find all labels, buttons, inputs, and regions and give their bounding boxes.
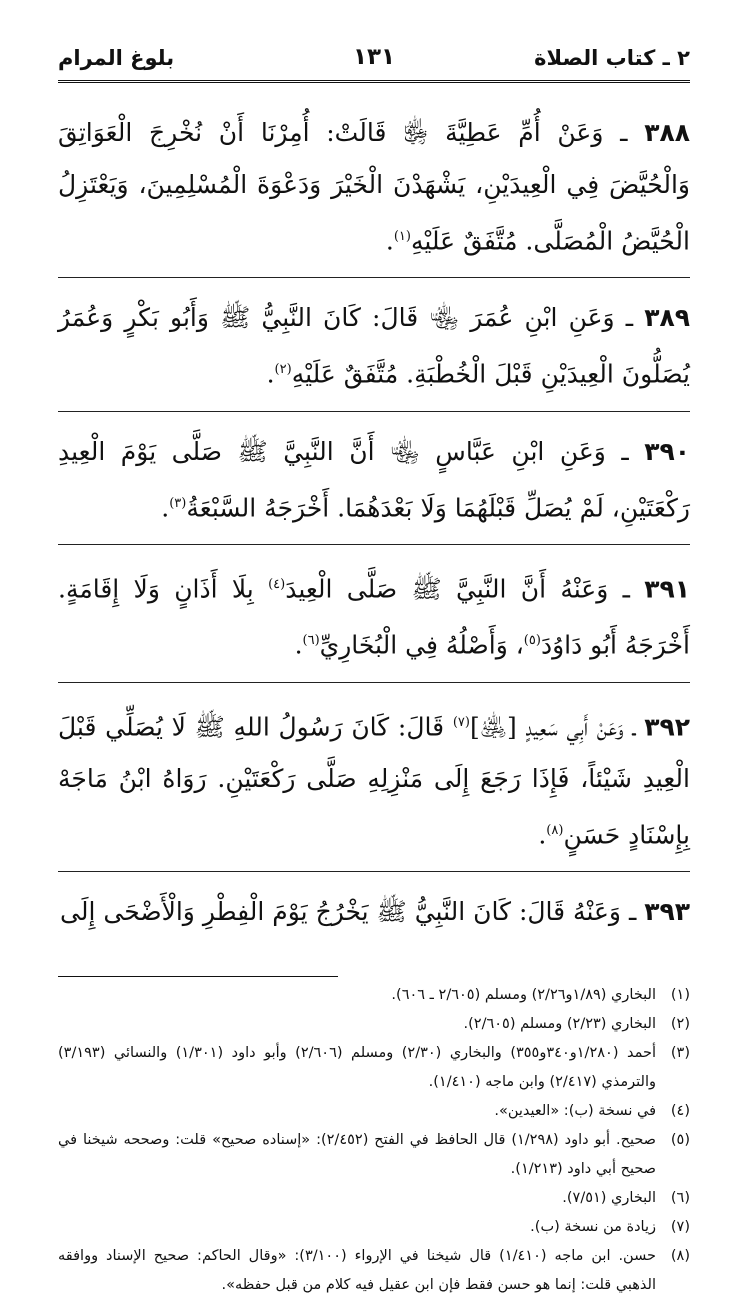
hadith-number: ٣٨٨ [644, 118, 690, 147]
footnote-text: البخاري (١/٨٩و٢/٢٦) ومسلم (٢/٦٠٥ ـ ٦٠٦). [391, 987, 656, 1004]
footnote-text: في نسخة (ب): «العيدين». [494, 1103, 656, 1120]
footnote-number: (٢) [670, 1016, 690, 1033]
hadith-number: ٣٩١ [644, 574, 690, 604]
hadith-text-3: ، وَأَصْلُهُ فِي الْبُخَارِيِّ [319, 630, 524, 660]
footnote-item [58, 981, 690, 1010]
page-number: ١٣١ [352, 44, 396, 70]
page-header [58, 38, 690, 83]
chapter-title: ٢ ـ كتاب الصلاة [534, 46, 690, 70]
hadith-388 [58, 93, 690, 278]
hadith-393 [58, 872, 690, 948]
hadith-text-2: بِلَا أَذَانٍ وَلَا إِقَامَةٍ. أَخْرَجَهُ أَبُو دَاوُدَ [58, 574, 690, 660]
footnote-number: (٣) [670, 1045, 690, 1062]
footnote-item [58, 1184, 690, 1213]
footnote-number: (٦) [670, 1190, 690, 1207]
footnotes [58, 981, 690, 1300]
footnote-ref: (٢) [274, 362, 292, 378]
hadith-text: ـ وَعَنْهُ أَنَّ النَّبِيَّ ﷺ صَلَّى الْعِيدَ [285, 574, 645, 604]
hadith-text: ـ وَعَنِ ابْنِ عُمَرَ ﵄ قَالَ: كَانَ النَّبِيُّ ﷺ وَأَبُو بَكْرٍ وَعُمَرُ يُصَلُّونَ الْعِيدَيْنِ قَبْلَ الْخُطْبَةِ. مُتَّفَقٌ عَلَيْهِ [58, 303, 690, 389]
hadith-number: ٣٨٩ [644, 303, 690, 333]
hadith-text: ـ وَعَنْهُ قَالَ: كَانَ النَّبِيُّ ﷺ يَخْرُجُ يَوْمَ الْفِطْرِ وَالْأَضْحَى إِلَى [60, 897, 645, 927]
hadith-390 [58, 412, 690, 545]
footnote-ref: (٣) [169, 495, 187, 511]
footnote-text: زيادة من نسخة (ب). [530, 1219, 656, 1236]
footnote-divider [58, 976, 338, 977]
hadith-end: . [161, 492, 170, 522]
book-title: بلوغ المرام [58, 46, 175, 70]
footnote-number: (١) [670, 987, 690, 1004]
footnote-text: حسن. ابن ماجه (١/٤١٠) قال شيخنا في الإرواء (٣/١٠٠): «وقال الحاكم: صحيح الإسناد ووافقه الذهبي قلت: إنما هو حسن فقط فإن ابن عقيل فيه كلام من قبل حفظه». [58, 1248, 656, 1294]
hadith-389 [58, 278, 690, 411]
footnote-ref: (٧) [452, 714, 470, 730]
hadith-number: ٣٩٠ [644, 436, 690, 466]
footnote-text: البخاري (٧/٥١). [562, 1190, 656, 1207]
footnote-ref: (٦) [302, 633, 320, 649]
hadith-number: ٣٩٢ [644, 711, 690, 741]
footnote-ref: (٨) [546, 822, 564, 838]
footnote-item [58, 1242, 690, 1300]
hadith-text: ـ وَعَنِ ابْنِ عَبَّاسٍ ﵄ أَنَّ النَّبِيَّ ﷺ صَلَّى يَوْمَ الْعِيدِ رَكْعَتَيْنِ، لَمْ يُصَلِّ قَبْلَهُمَا وَلَا بَعْدَهُمَا. أَخْرَجَهُ السَّبْعَةُ [58, 436, 690, 522]
hadith-end: . [538, 820, 547, 850]
footnote-item [58, 1097, 690, 1126]
footnote-ref: (٤) [268, 576, 286, 592]
main-text [58, 93, 690, 948]
hadith-end: . [294, 630, 303, 660]
footnote-text: البخاري (٢/٢٣) ومسلم (٢/٦٠٥). [463, 1016, 656, 1033]
hadith-end: . [385, 226, 394, 256]
hadith-392 [58, 683, 690, 873]
footnote-ref: (٥) [523, 633, 541, 649]
hadith-text: ـ وَعَنْ أَبِي سَعِيدٍ [﵁] [469, 711, 645, 741]
footnote-number: (٧) [670, 1219, 690, 1236]
hadith-text-2: قَالَ: كَانَ رَسُولُ اللهِ ﷺ لَا يُصَلِّي قَبْلَ الْعِيدِ شَيْئاً، فَإِذَا رَجَعَ إِلَى مَنْزِلِهِ صَلَّى رَكْعَتَيْنِ. رَوَاهُ ابْنُ مَاجَهْ بِإِسْنَادٍ حَسَنٍ [58, 711, 690, 850]
hadith-end: . [266, 359, 275, 389]
document-page [58, 38, 690, 1300]
footnote-number: (٥) [670, 1132, 690, 1149]
footnote-item [58, 1213, 690, 1242]
footnote-ref: (١) [393, 229, 411, 244]
footnote-number: (٨) [670, 1248, 690, 1265]
hadith-number: ٣٩٣ [644, 897, 690, 927]
footnote-item [58, 1126, 690, 1184]
footnote-item [58, 1010, 690, 1039]
footnote-item [58, 1039, 690, 1097]
hadith-391 [58, 545, 690, 683]
footnote-text: أحمد (١/٢٨٠و٣٤٠و٣٥٥) والبخاري (٢/٣٠) ومسلم (٢/٦٠٦) وأبو داود (١/٣٠١) والنسائي (٣/١٩٣) والترمذي (٢/٤١٧) وابن ماجه (١/٤١٠). [58, 1045, 656, 1091]
footnote-number: (٤) [670, 1103, 690, 1120]
hadith-text: ـ وَعَنْ أُمِّ عَطِيَّةَ ﵂ قَالَتْ: أُمِرْنَا أَنْ نُخْرِجَ الْعَوَاتِقَ وَالْحُيَّضَ فِي الْعِيدَيْنِ، يَشْهَدْنَ الْخَيْرَ وَدَعْوَةَ الْمُسْلِمِينَ، وَيَعْتَزِلُ الْحُيَّضُ الْمُصَلَّى. مُتَّفَقٌ عَلَيْهِ [58, 118, 690, 256]
footnote-text: صحيح. أبو داود (١/٢٩٨) قال الحافظ في الفتح (٢/٤٥٢): «إسناده صحيح» قلت: وصححه شيخنا في صحيح أبي داود (١/٢١٣). [58, 1132, 656, 1178]
